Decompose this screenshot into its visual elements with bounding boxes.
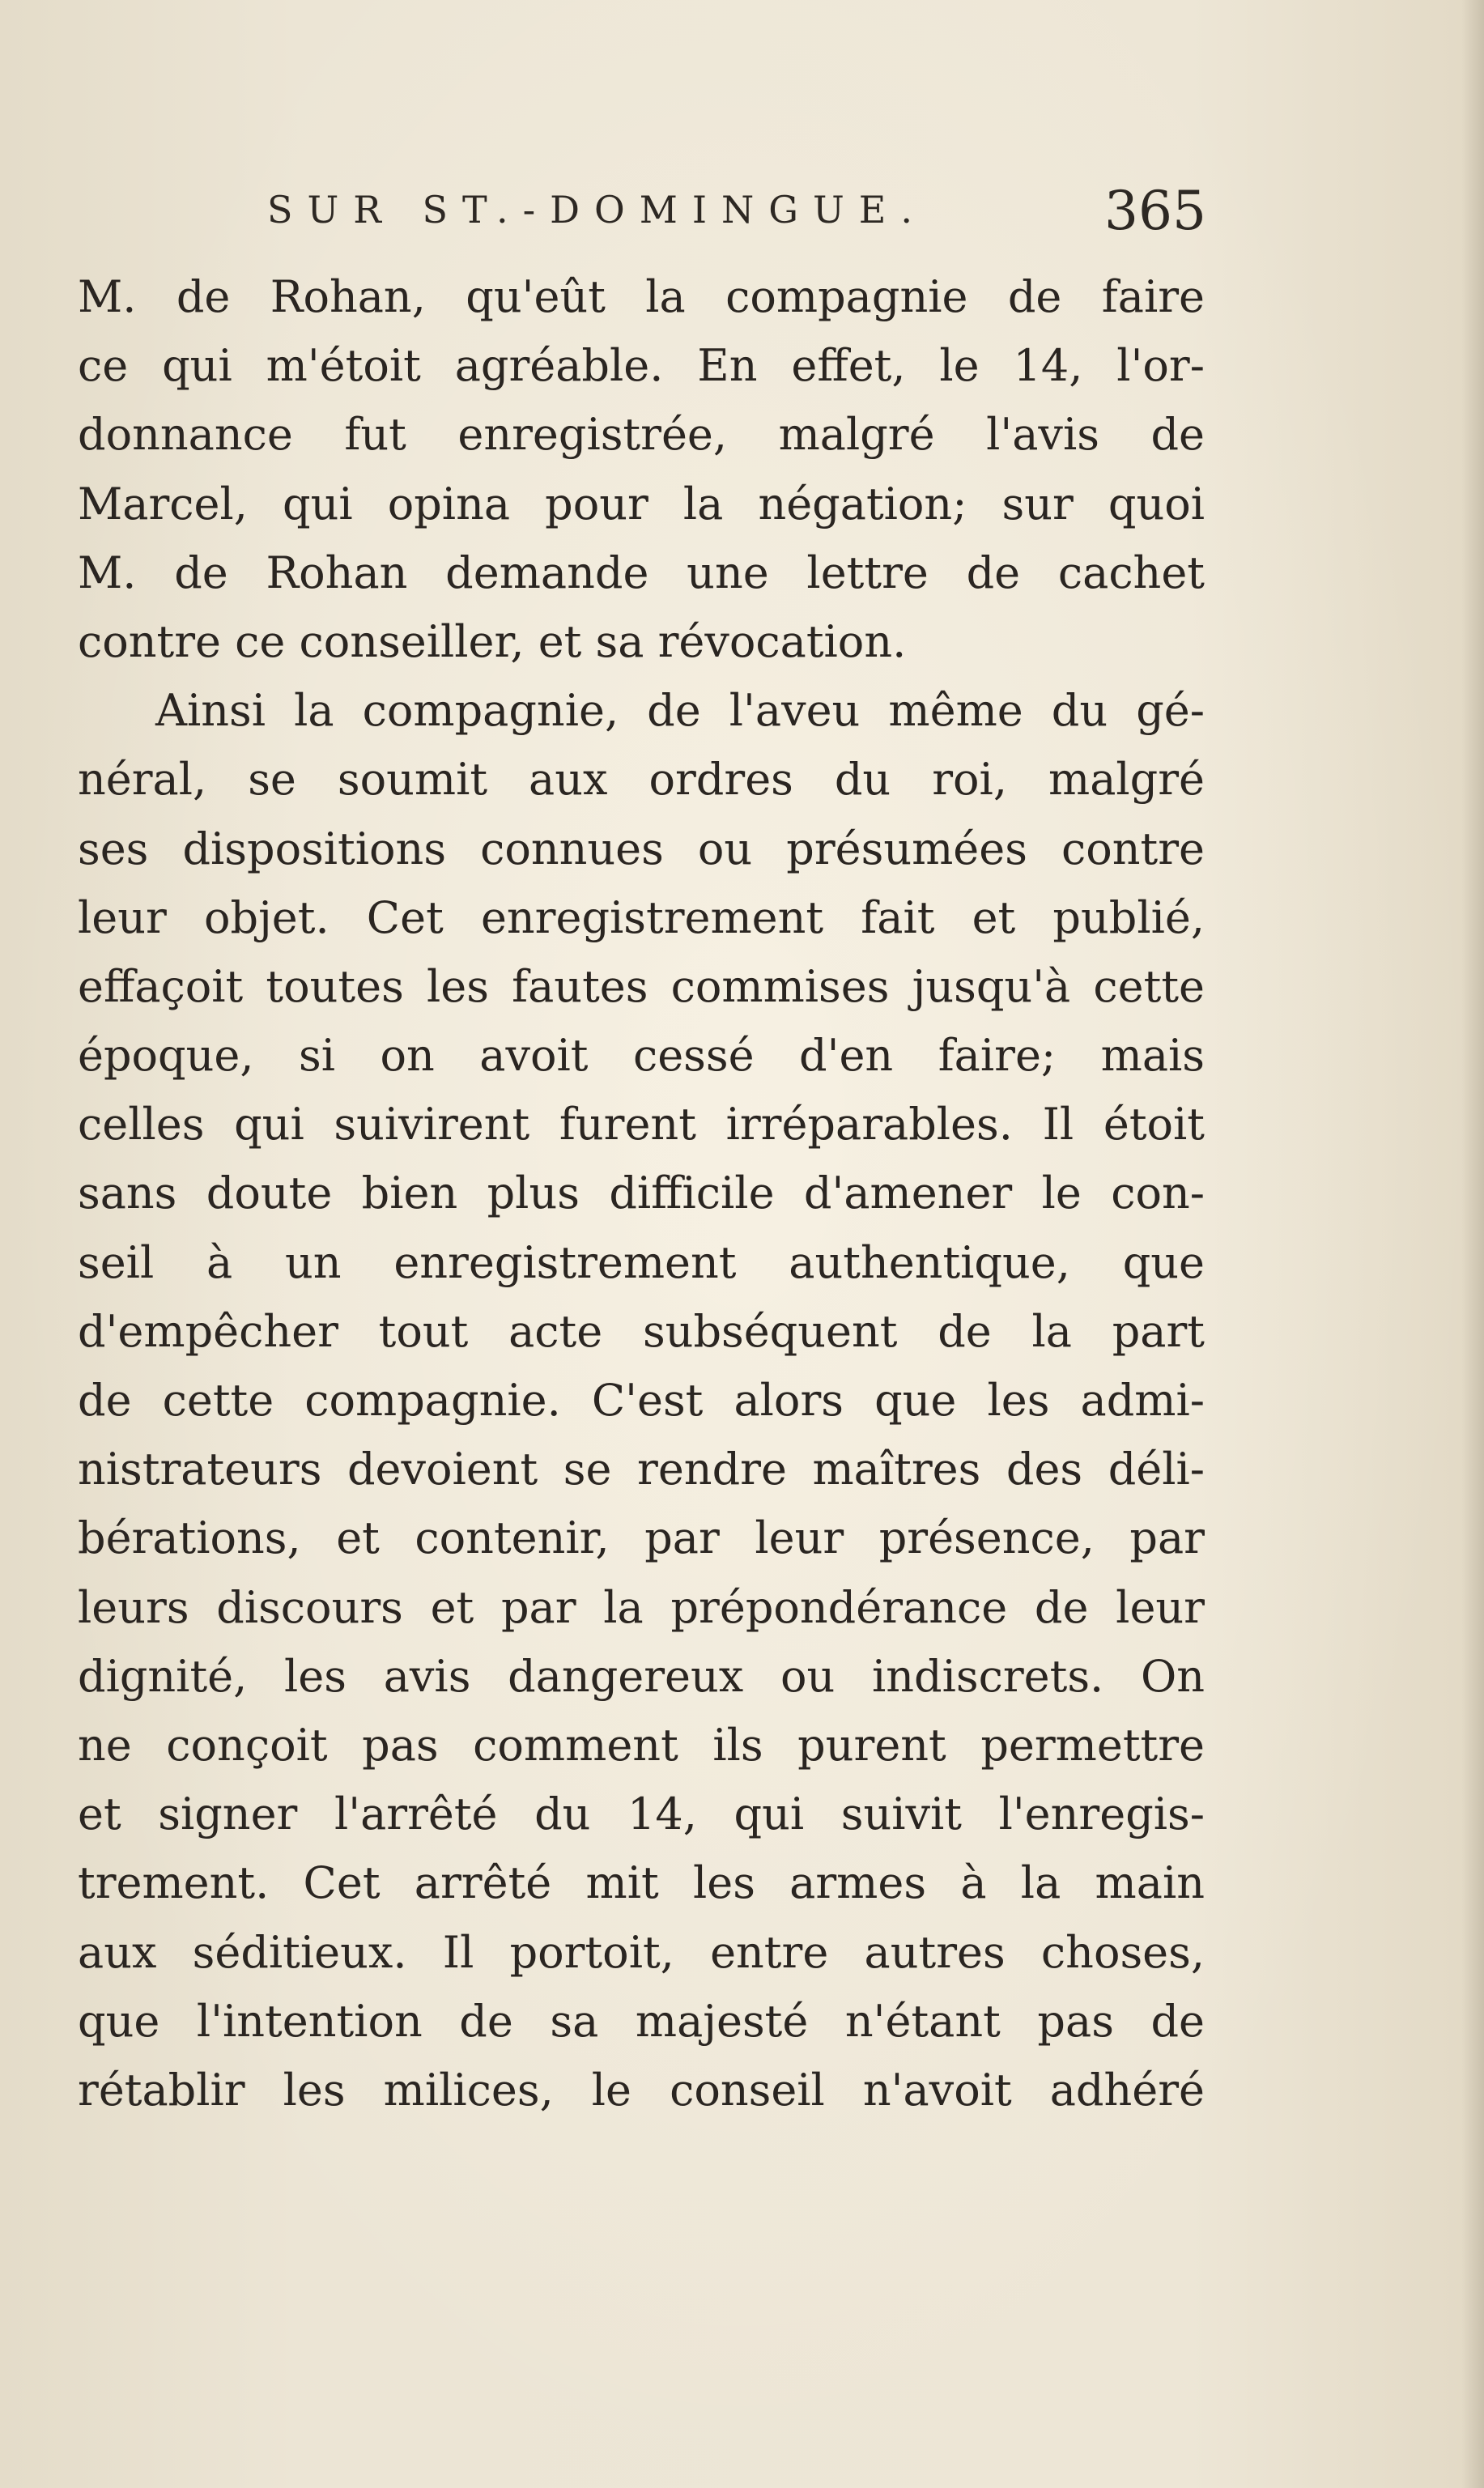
text-line: ce qui m'étoit agréable. En effet, le 14, l'or- xyxy=(78,340,1205,392)
text-line: Marcel, qui opina pour la négation; sur quoi xyxy=(78,478,1205,529)
paragraph-start-line: Ainsi la compagnie, de l'aveu même du gé- xyxy=(155,685,1205,737)
text-line: rétablir les milices, le conseil n'avoit adhéré xyxy=(78,2064,1205,2116)
text-line: ne conçoit pas comment ils purent permettre xyxy=(78,1719,1205,1771)
text-line: néral, se soumit aux ordres du roi, malgré xyxy=(78,754,1205,806)
page-header xyxy=(267,180,1206,245)
text-line: celles qui suivirent furent irréparables. Il étoit xyxy=(78,1099,1205,1150)
text-line: trement. Cet arrêté mit les armes à la main xyxy=(78,1857,1205,1909)
text-line: donnance fut enregistrée, malgré l'avis de xyxy=(78,409,1205,461)
text-line: de cette compagnie. C'est alors que les admi- xyxy=(78,1375,1205,1426)
text-line: époque, si on avoit cessé d'en faire; mais xyxy=(78,1030,1205,1082)
running-head: SUR ST.-DOMINGUE. xyxy=(267,188,927,232)
body-text xyxy=(78,262,1205,2124)
page-edge-shadow xyxy=(1461,0,1484,2488)
text-line: effaçoit toutes les fautes commises jusqu'à cette xyxy=(78,960,1205,1012)
text-line: dignité, les avis dangereux ou indiscrets. On xyxy=(78,1650,1205,1702)
text-line: ses dispositions connues ou présumées contre xyxy=(78,823,1205,874)
text-line: leurs discours et par la prépondérance de leur xyxy=(78,1581,1205,1633)
text-line: sans doute bien plus difficile d'amener le con- xyxy=(78,1167,1205,1219)
text-line: leur objet. Cet enregistrement fait et publié, xyxy=(78,891,1205,943)
text-line: et signer l'arrêté du 14, qui suivit l'enregis- xyxy=(78,1788,1205,1840)
text-line: seil à un enregistrement authentique, que xyxy=(78,1236,1205,1288)
text-line: contre ce conseiller, et sa révocation. xyxy=(78,615,907,667)
text-line: aux séditieux. Il portoit, entre autres choses, xyxy=(78,1926,1205,1978)
text-line: d'empêcher tout acte subséquent de la part xyxy=(78,1305,1205,1357)
text-line: nistrateurs devoient se rendre maîtres des déli- xyxy=(78,1444,1205,1495)
text-line: bérations, et contenir, par leur présence, par xyxy=(78,1512,1205,1564)
page-number: 365 xyxy=(1104,180,1206,242)
text-line: que l'intention de sa majesté n'étant pas de xyxy=(78,1995,1205,2047)
text-line: M. de Rohan, qu'eût la compagnie de faire xyxy=(78,271,1205,322)
text-line: M. de Rohan demande une lettre de cachet xyxy=(78,547,1205,598)
